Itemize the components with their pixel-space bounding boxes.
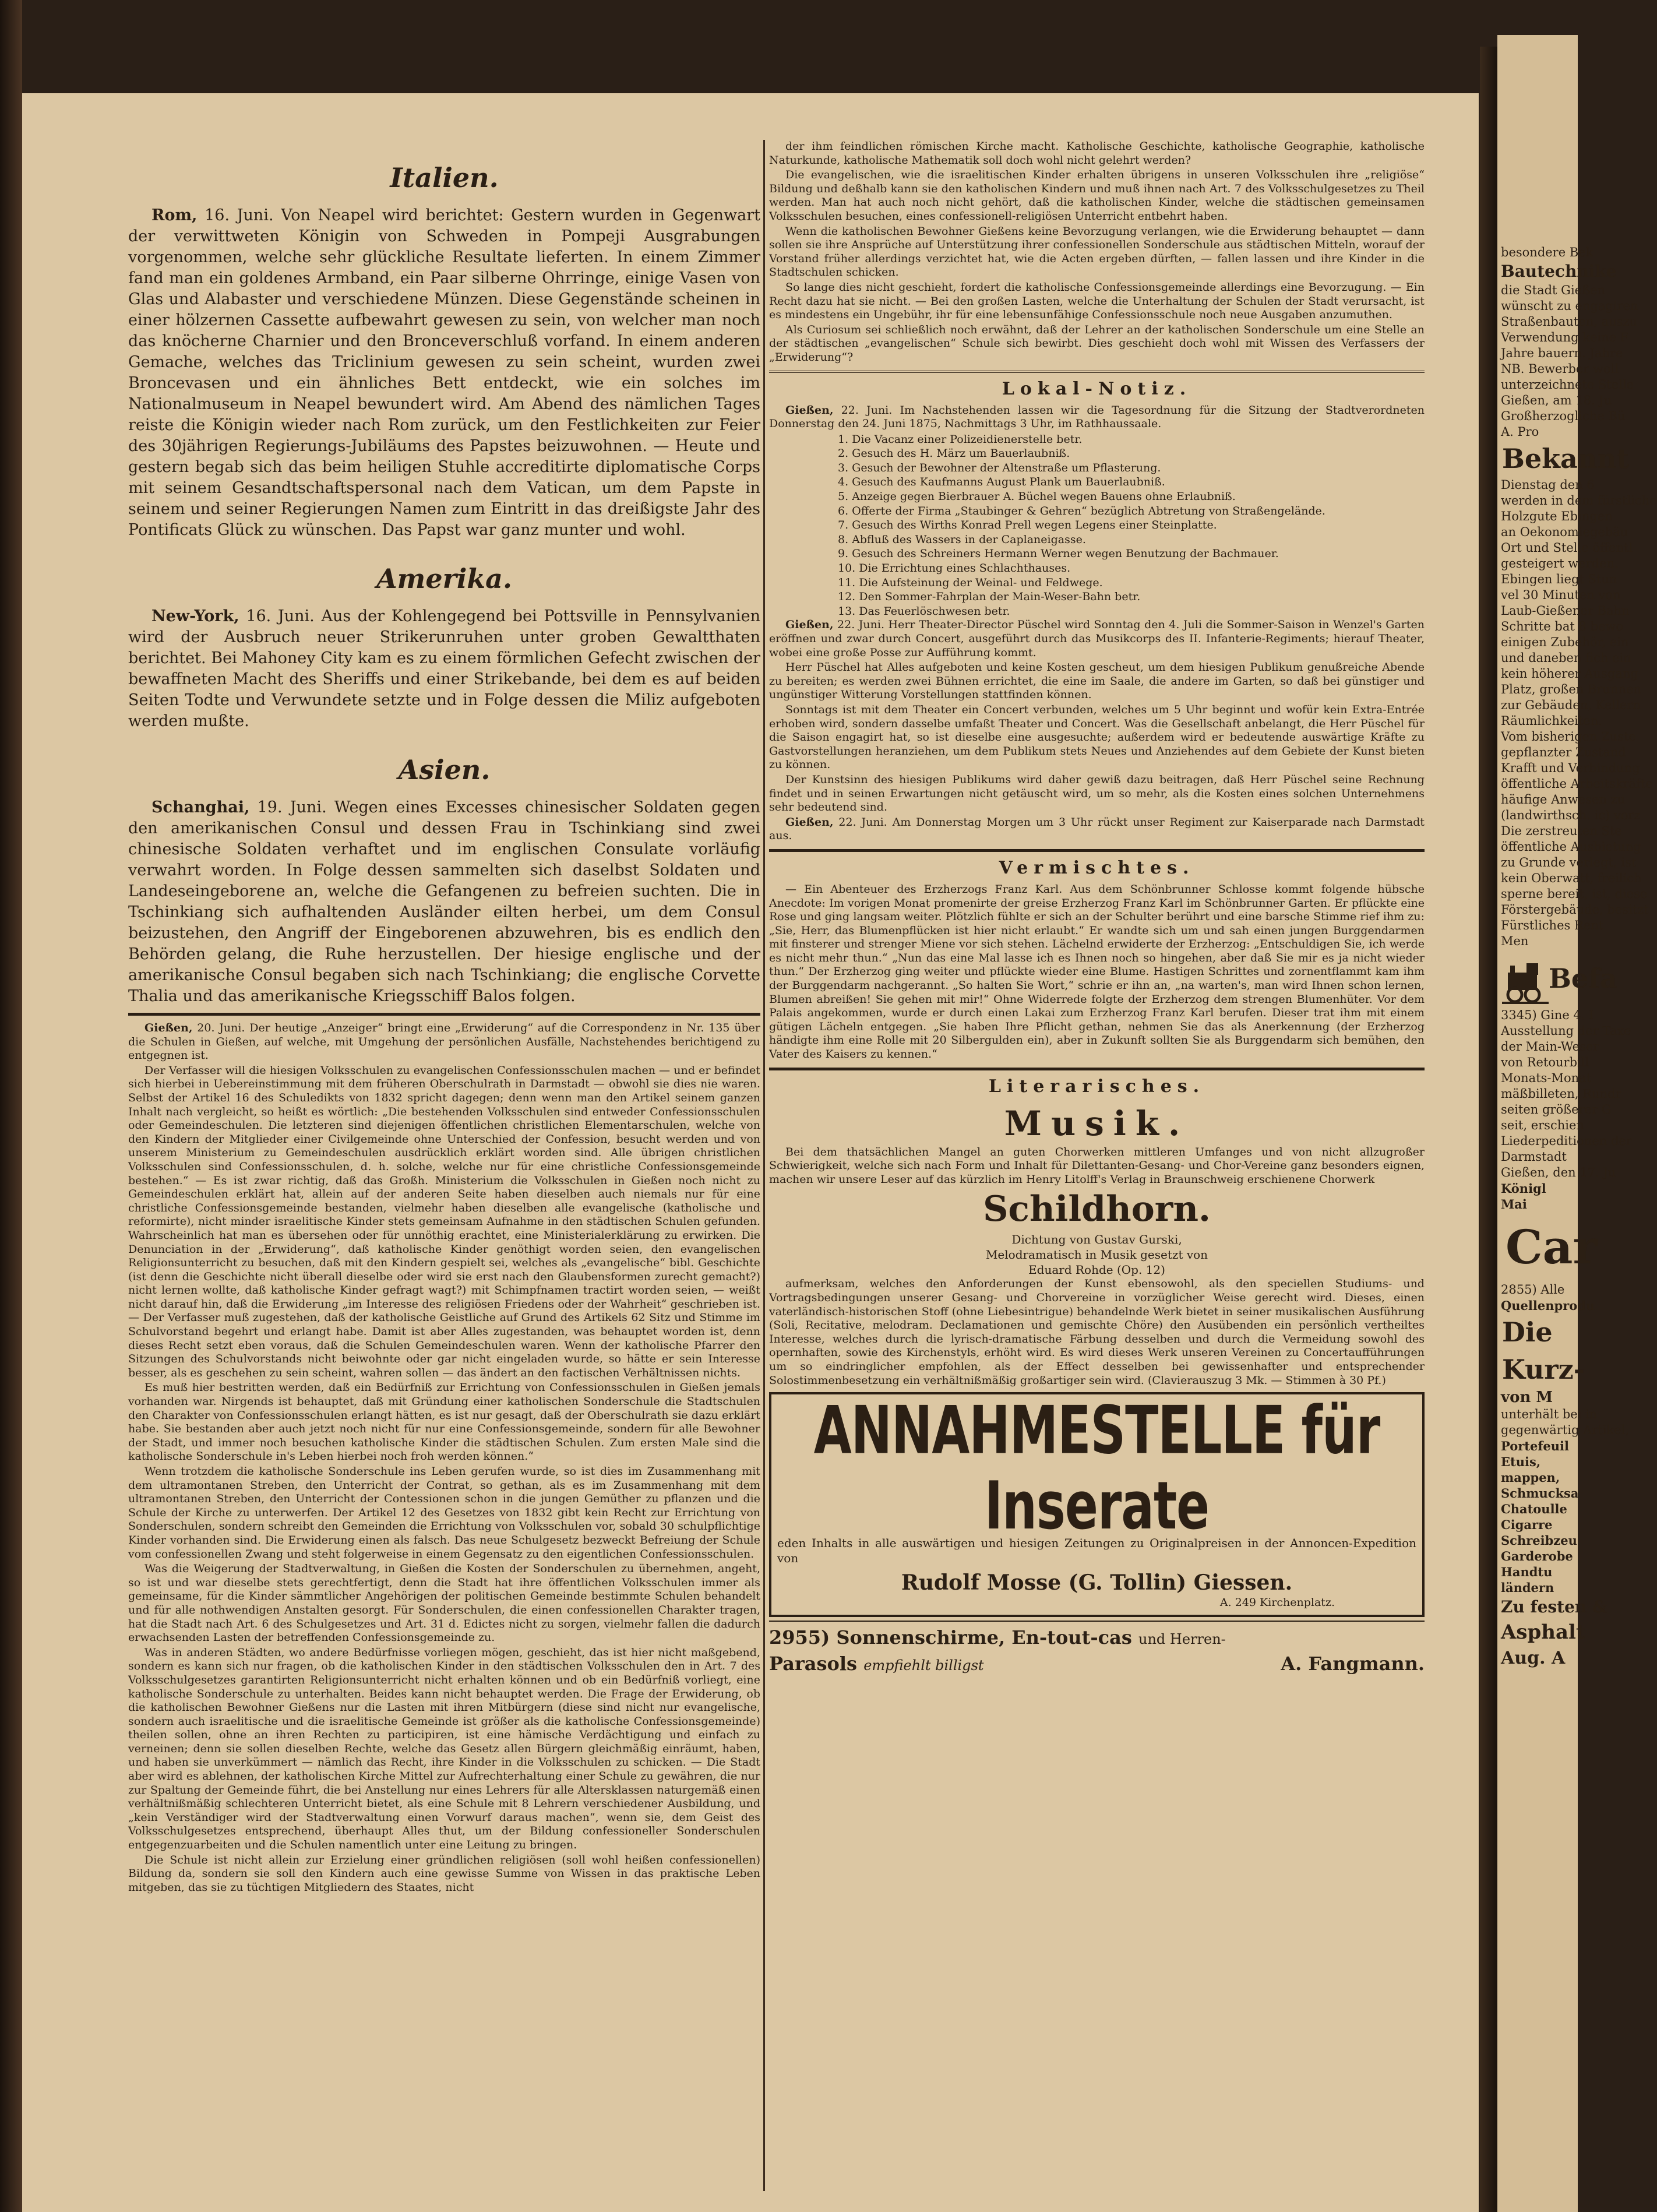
- rp-line: Bautechnike: [1501, 262, 1617, 281]
- rp-line: Krafft und Verbindung: [1501, 761, 1640, 775]
- rp-line: besondere Bek: [1501, 245, 1593, 259]
- section-heading-literarisches: Literarisches.: [988, 1076, 1205, 1097]
- rp-line: Portefeuil: [1501, 1439, 1569, 1453]
- rp-line: kein Oberwatt, freilich: [1501, 871, 1642, 885]
- rp-line: Mai: [1501, 1197, 1527, 1211]
- divider: [769, 1621, 1425, 1622]
- rp-line: unterhält bei in: [1501, 1407, 1598, 1421]
- rp-line: ländern: [1501, 1580, 1554, 1595]
- article-new-york: New-York, 16. Juni. Aus der Kohlengegend bei Pottsville in Pennsylvanien wird der Ausbruch neuer Strikerunruhen unter groben Gewaltthaten berichtet. Bei Mahoney City kam es zu einem förmlichen Gefecht zwischen der bewaffneten Macht des Sheriffs und einer Strikebande, bei dem es auf beiden Seiten Todte und Verwundete setzte und in Folge dessen die Miliz aufgeboten werden mußte.: [128, 607, 760, 730]
- rp-line: häufige Anwesen zu: [1501, 792, 1626, 806]
- article-paragraph: So lange dies nicht geschieht, fordert die katholische Confessionsgemeinde allerdings eine Bevorzugung. — Ein Recht dazu hat sie nicht. — Bei den großen Lasten, welche die Unterhaltung der Schulen der Stadt verursacht, ist es mindestens ein Ungebühr, ihr für eine lebensunfähige Confessionsschule noch neue Ausgaben anzumuthen.: [769, 280, 1425, 322]
- rp-line: werden in dem fürstliche: [1501, 494, 1657, 508]
- agenda-item: 11. Die Aufsteinung der Weinal- und Feldwege.: [838, 576, 1103, 589]
- rp-line: mäßbilleten, Rundr: [1501, 1087, 1621, 1101]
- dateline-schanghai: Schanghai,: [151, 798, 250, 816]
- rp-line: 3345) Gine 4. I: [1501, 1008, 1594, 1022]
- agenda-item: 13. Das Feuerlöschwesen betr.: [838, 604, 1010, 618]
- rp-line: Men: [1501, 934, 1529, 948]
- rp-line: Cigarre: [1501, 1517, 1553, 1532]
- article-paragraph: Die evangelischen, wie die israelitischen Kinder erhalten übrigens in unseren Volksschulen ihre „religiöse“ Bildung und deßhalb kann sie den katholischen Kindern und muß ihnen nach Art. 7 des Volksschulgesetzes zu Theil werden. Man hat auch noch nicht gehört, daß die katholischen Kinder, welche die städtischen gemeinsamen Volksschulen besuchen, eines confessionell-religiösen Unterricht entbehrt haben.: [769, 168, 1425, 223]
- agenda-item: 3. Gesuch der Bewohner der Altenstraße um Pflasterung.: [838, 461, 1161, 474]
- agenda-item: 5. Anzeige gegen Bierbrauer A. Büchel wegen Bauens ohne Erlaubniß.: [838, 490, 1236, 503]
- page-gutter-shadow: [1480, 47, 1497, 2212]
- rp-line: Jahre bauern. Jahre: [1501, 346, 1623, 360]
- article-rom: Rom, 16. Juni. Von Neapel wird berichtet: Gestern wurden in Gegenwart der verwittweten Königin von Schweden in Pompeji Ausgrabungen vorgenommen, welche sehr glückliche Resultate lieferten. In einem Zimmer fand man ein goldenes Armband, ein Paar silberne Ohrringe, einige Vasen von Glas und Alabaster und verschiedene Münzen. Diese Gegenstände scheinen in einer hölzernen Cassette aufbewahrt gewesen zu sein, von welcher man noch das knöcherne Charnier und den Bronceverschluß vorfand. In einem anderen Gemache, welches das Triclinium gewesen zu sein scheint, wurden zwei Broncevasen und ein ähnliches Bett entdeckt, wie ein solches im Nationalmuseum in Neapel bewundert wird. Am Abend des nämlichen Tages reiste die Königin wieder nach Rom zurück, um den Festlichkeiten zur Feier des 30jährigen Regierungs-Jubiläums des Papstes beizuwohnen. — Heute und gestern begab sich das beim heiligen Stuhle accreditirte diplomatische Corps mit seinem Gesandtschaftspersonal nach dem Vatican, um dem Papste in seinem und seiner Regierungen Namen zum Eintritt in das dreißigste Jahr des Pontificats Glück zu wünschen. Das Papst war ganz munter und wohl.: [128, 206, 760, 539]
- article-paragraph: Wenn trotzdem die katholische Sonderschule ins Leben gerufen wurde, so ist dies im Zusammenhang mit dem ultramontanen Streben, den Unterricht der Contrat, so gethan, als es im Zusammenhang mit dem ultramontanen Streben, den Unterricht der Contessionen schon in die jungen Gemüther zu pflanzen und die Schule der Kirche zu unterwerfen. Der Artikel 12 des Gesetzes von 1832 gibt kein Recht zur Errichtung von Sonderschulen, sondern schreibt den Gemeinden die Errichtung von Volksschulen vor, sobald 30 schulpflichtige Kinder vorhanden sind. Die Erwiderung einen als falsch. Das neue Schulgesetz bezweckt Befreiung der Schule vom confessionellen Zwang und steht folgerweise in einem Gegensatz zu den eigentlichen Confessionsschulen.: [128, 1465, 760, 1561]
- article-giessen-schulen-intro: Gießen, 20. Juni. Der heutige „Anzeiger“ bringt eine „Erwiderung“ auf die Correspondenz in Nr. 135 über die Schulen in Gießen, auf welche, mit Umgehung der persönlichen Ausfälle, Nachstehendes berichtigend zu entgegnen ist.: [128, 1022, 761, 1062]
- rp-line: der Main-Weser: [1501, 1040, 1599, 1054]
- literarisches-intro: Bei dem thatsächlichen Mangel an guten Chorwerken mittleren Umfanges und von nicht allzugroßer Schwierigkeit, welche sich nach Form und Inhalt für Dilettanten-Gesang- und Chor-Vereine ganz besonders eignen, machen wir unsere Leser auf das kürzlich im Henry Litolff's Verlag in Braunschweig erschienene Chorwerk: [769, 1145, 1425, 1186]
- rp-line: Gießen, am 18. Ju: [1501, 393, 1612, 407]
- work-credit: Melodramatisch in Musik gesetzt von: [985, 1248, 1208, 1262]
- agenda-item: 12. Den Sommer-Fahrplan der Main-Weser-Bahn betr.: [838, 590, 1141, 604]
- agenda-item: 8. Abfluß des Wassers in der Caplaneigasse.: [838, 533, 1086, 546]
- rp-line: gegenwärtig Artikel,: [1501, 1423, 1629, 1437]
- rp-line: Vom bisherigen Zuste: [1501, 730, 1636, 744]
- divider: [769, 1068, 1425, 1070]
- rp-line: Handtu: [1501, 1565, 1553, 1579]
- rp-line: Chatoulle: [1501, 1502, 1567, 1516]
- book-spine-edge: [0, 0, 22, 2212]
- rp-line: gesteigert werden.: [1501, 556, 1619, 570]
- divider: [769, 371, 1425, 373]
- rp-heading: Befa: [1549, 963, 1617, 994]
- rp-line: kein höherer Ausgang: [1501, 667, 1638, 681]
- work-credit: Eduard Rohde (Op. 12): [1028, 1263, 1165, 1277]
- rp-line: seit, erschien: [1501, 1118, 1584, 1132]
- section-heading-vermischtes: Vermischtes.: [999, 857, 1195, 878]
- rp-line: und daneben fich ein: [1501, 651, 1631, 665]
- rp-line: Ort und Stelle öffentl: [1501, 541, 1633, 555]
- agenda-item: 7. Gesuch des Wirths Konrad Prell wegen Legens einer Steinplatte.: [838, 519, 1217, 532]
- rp-line: wünscht zu engagiren: [1501, 299, 1638, 313]
- agenda-item: 2. Gesuch des H. März um Bauerlaubniß.: [838, 447, 1070, 460]
- article-paragraph: Herr Püschel hat Alles aufgeboten und keine Kosten gescheut, um dem hiesigen Publikum genußreiche Abende zu bereiten; es werden zwei Bühnen errichtet, die eine im Saale, die andere im Garten, so daß bei günstiger und ungünstiger Witterung Vorstellungen stattfinden können.: [769, 661, 1425, 702]
- agenda-item: 10. Die Errichtung eines Schlachthauses.: [838, 562, 1071, 575]
- article-vermischtes: — Ein Abenteuer des Erzherzogs Franz Karl. Aus dem Schönbrunner Schlosse kommt folgende hübsche Anecdote: Im vorigen Monat promenirte der greise Erzherzog Franz Karl im Schönbrunner Garten. Er pflückte eine Rose und ging langsam weiter. Plötzlich fühlte er sich an der Schulter berührt und eine barsche Stimme rief ihm zu: „Sie, Herr, das Blumenpflücken ist hier nicht erlaubt.“ Er wandte sich um und sah einen jungen Burggendarmen mit finsterer und strenger Miene vor sich stehen. Lächelnd erwiderte der Erzherzog: „Entschuldigen Sie, ich werde es nicht mehr thun.“ „Nun das eine Mal lasse ich es Ihnen noch so hingehen, aber daß Sie mir es ja nicht wieder thun.“ Der Erzherzog ging weiter und pflückte wieder eine Blume. Hastigen Schrittes und zornentflammt kam ihm der Burggendarm nachgerannt. „So halten Sie Wort,“ schrie er ihn an, „na warten's, man wird Ihnen schon lernen, Blumen abreißen! Sie gehen mit mir!“ Ohne Widerrede folgte der Erzherzog dem strengen Blumenhüter. Vor dem Palais angekommen, wurde er durch einen Lakai zum Erzherzog Franz Karl berufen. Dieser trat ihm mit einem gütigen Lächeln entgegen. „Sie haben Ihre Pflicht gethan, nehmen Sie das als Anerkennung (der Erzherzog händigte ihm eine Rolle mit 20 Silbergulden ein), aber in Zukunft sollten Sie als Burggendarm sich bemühen, den Vater des Kaisers zu kennen.“: [769, 882, 1425, 1061]
- column-rule: [763, 140, 765, 2191]
- rp-line: Förstergebäude, besitzt: [1501, 903, 1649, 917]
- article-paragraph: Sonntags ist mit dem Theater ein Concert verbunden, welches um 5 Uhr beginnt und wofür kein Extra-Entrée erhoben wird, sondern dasselbe umfaßt Theater und Concert. Was die Gesellschaft anbelangt, die Herr Püschel für die Saison engagirt hat, so ist dieselbe eine ausgesuchte; außerdem wird er bedeutende auswärtige Kräfte zu Gastvorstellungen heranziehen, um dem Publikum stets Neues und Anziehendes auf dem Gebiete der Kunst bieten zu können.: [769, 703, 1425, 772]
- rp-line: Garderobe: [1501, 1549, 1573, 1563]
- rp-line: Gießen, den 17. Ju: [1501, 1165, 1616, 1179]
- agenda-item: 9. Gesuch des Schreiners Hermann Werner wegen Benutzung der Bachmauer.: [838, 547, 1279, 561]
- article-paragraph: Als Curiosum sei schließlich noch erwähnt, daß der Lehrer an der katholischen Sonderschule um eine Stelle an der städtischen „evangelischen“ Schule sich bewirbt. Dies geschieht doch wohl mit Wissen des Verfassers der „Erwiderung“?: [769, 323, 1425, 364]
- work-title: Schildhorn.: [983, 1189, 1211, 1230]
- rp-line: mappen,: [1501, 1470, 1560, 1485]
- lokal-regiment: Gießen, 22. Juni. Am Donnerstag Morgen um 3 Uhr rückt unser Regiment zur Kaiserparade nach Darmstadt aus.: [769, 815, 1425, 843]
- rp-line: 2855) Alle: [1501, 1283, 1565, 1297]
- article-paragraph: Der Kunstsinn des hiesigen Publikums wird daher gewiß dazu beitragen, daß Herr Püschel seine Rechnung findet und in seinen Erwartungen nicht getäuscht wird, um so mehr, als die Kosten eines solchen Unternehmens sehr bedeutend sind.: [769, 773, 1425, 814]
- agenda-list: [769, 432, 1425, 619]
- rp-line: Dienstag den 6: [1501, 478, 1595, 492]
- rp-line: Ausstellung der Taxe: [1501, 1024, 1631, 1038]
- rp-line: Verwendung keine F: [1501, 330, 1629, 344]
- rp-line: Räumlichkeiten.: [1501, 714, 1602, 728]
- rp-line: an Oekonomiegebäu: [1501, 525, 1628, 539]
- section-heading-lokal-notiz: Lokal-Notiz.: [1002, 378, 1192, 399]
- lokal-theater: Gießen, 22. Juni. Herr Theater-Director Püschel wird Sonntag den 4. Juli die Sommer-Saison in Wenzel's Garten eröffnen und zwar durch Concert, ausgeführt durch das Musikcorps des II. Infanterie-Regiments; hierauf Theater, wobei eine große Posse zur Aufführung kommt.: [769, 618, 1425, 659]
- literarisches-text: aufmerksam, welches den Anforderungen der Kunst ebensowohl, als den speciellen Studiums- und Vortragsbedingungen unserer Gesang- und Chorvereine in vorzüglicher Weise gerecht wird. Dieses, einen vaterländisch-historischen Stoff (ohne Liebesintrigue) behandelnde Werk bietet in seiner musikalischen Ausführung (Soli, Recitative, melodram. Declamationen und gemischte Chöre) den Ausübenden ein persönlich vertheiltes Interesse, welches durch die lyrisch-dramatische Färbung desselben und durch die Vermeidung sowohl des opernhaften, sowie des Kirchenstyls, erhöht wird. Es wird dieses Werk unseren Vereinen zu Concertaufführungen um so eindringlicher empfohlen, als der Effect desselben bei gewissenhafter und entsprechender Solostimmenbesetzung ein verhältnißmäßig großartiger sein wird. (Clavierauszug 3 Mk. — Stimmen à 30 Pf.): [769, 1277, 1425, 1387]
- rp-line: Liederpeditionen der: [1501, 1134, 1632, 1148]
- article-paragraph: Die Schule ist nicht allein zur Erzielung einer gründlichen religiösen (soll wohl heißen confessionellen) Bildung da, sondern sie soll den Kindern auch eine gewisse Summe von Wissen in das praktische Leben mitgeben, das sie zu tüchtigen Mitgliedern des Staates, nicht: [128, 1853, 760, 1894]
- rp-line: Zu festen &: [1501, 1597, 1607, 1616]
- rp-line: Schreibzeu: [1501, 1533, 1577, 1548]
- article-paragraph: Der Verfasser will die hiesigen Volksschulen zu evangelischen Confessionsschulen machen — und er befindet sich hierbei in Uebereinstimmung mit dem früheren Oberschulrath in Darmstadt — obwohl sie dies nie waren. Selbst der Artikel 16 des Schuledikts von 1832 spricht dagegen; denn wenn man den Artikel seinem ganzen Inhalt nach vergleicht, so heißt es wörtlich: „Die bestehenden Volksschulen sind entweder Confessionsschulen oder Gemeindeschulen. Die letzteren sind diejenigen öffentlichen christlichen Elementarschulen, welche von den Kindern der Mitglieder einer Civilgemeinde ohne Unterschied der Confession, besucht werden und von unserem Ministerium zu Gemeindeschulen ausdrücklich erklärt worden sind. Alle übrigen christlichen Volksschulen sind Confessionsschulen, d. h. solche, welche nur für eine christliche Confessionsgemeinde bestehen.“ — Es ist zwar richtig, daß das Großh. Ministerium die Volksschulen in Gießen noch nicht zu Gemeindeschulen erklärt hat, allein auf der anderen Seite haben dieselben auch niemals nur für eine christliche Confessionsgemeinde bestanden, vielmehr haben dieselben alle evangelische (katholische und reformirte), nicht minder israelitische Kinder stets gemeinsam Aufnahme in den städtischen Schulen gefunden. Wahrscheinlich hat man es übersehen oder für unnöthig erachtet, eine Ministerialerklärung zu erwirken. Die Denunciation in der „Erwiderung“, daß katholische Kinder genöthigt worden seien, den evangelischen Religionsunterricht zu besuchen, daß mit den Kindern gespielt sei, welches als „evangelische“ bibl. Geschichte (ist denn die Geschichte nicht überall dieselbe oder wird sie erst nach den Glaubensformen zurecht gemacht?) nicht lernen wollte, daß katholische Kinder gefragt wagt?) mit Schimpfnamen tractirt worden seien, — weißt nicht darauf hin, daß die Erwiderung „im Interesse des religiösen Friedens oder der Wahrheit“ geschrieben ist. — Der Verfasser muß zugestehen, daß der katholische Geistliche auf Grund des Artikels 62 Sitz und Stimme im Schulvorstand begehrt und erlangt habe. Damit ist aber Alles zugestanden, was behauptet worden ist, denn dieses Recht setzt eben voraus, daß die Schulen Gemeindeschulen waren. Wenn der katholische Pfarrer den Sitzungen des Schulvorstands nicht beiwohnte oder gar nicht eingeladen wurde, so hätte er sein Interesse besser, als es geschehen zu sein scheint, wahren sollen — das ändert an den factischen Verhältnissen nichts.: [128, 1063, 760, 1379]
- rp-line: Darmstadt: [1501, 1150, 1567, 1164]
- left-column: [128, 140, 760, 2191]
- ad-address: A. 249 Kirchenplatz.: [1219, 1596, 1335, 1609]
- rp-line: Monats-Monat: [1501, 1071, 1592, 1085]
- rp-line: Quellenprodu: [1501, 1298, 1595, 1313]
- article-schanghai: Schanghai, 19. Juni. Wegen eines Excesses chinesischer Soldaten gegen den amerikanischen Consul und dessen Frau in Tschinkiang sind zwei chinesische Soldaten verhaftet und im englischen Consulate vorläufig verwahrt worden. In Folge dessen sammelten sich daselbst Soldaten und Landeseingeborene an, welche die Gefangenen zu befreien suchten. Die in Tschinkiang sich aufhaltenden Ausländer eilten herbei, um dem Consul beizustehen, den Angriff der Eingeborenen abzuwehren, bis es endlich den Behörden gelang, die Ruhe herzustellen. Der hiesige englische und der amerikanische Consul begaben sich nach Tschinkiang; die englische Corvette Thalia und das amerikanische Kriegsschiff Balos folgen.: [128, 798, 760, 1005]
- rp-line: einigen Zubehör, ein: [1501, 635, 1629, 649]
- agenda-item: 4. Gesuch des Kaufmanns August Plank um Bauerlaubniß.: [838, 475, 1165, 489]
- divider: [128, 1013, 760, 1016]
- rp-line: Straßenbauten, auszu: [1501, 315, 1638, 329]
- section-heading-italien: Italien.: [390, 162, 499, 193]
- rp-line: Holzgute Ebingen: [1501, 509, 1613, 523]
- rp-line: (landwirthsch. ic) vorz: [1501, 808, 1641, 822]
- ad-subtitle: eden Inhalts in alle auswärtigen und hiesigen Zeitungen zu Originalpreisen in der Annoncen-Expedition von: [777, 1536, 1416, 1566]
- divider: [769, 849, 1425, 852]
- article-paragraph: Wenn die katholischen Bewohner Gießens keine Bevorzugung verlangen, wie die Erwiderung behauptet — dann sollen sie ihre Ansprüche auf Unterstützung ihrer confessionellen Sonderschule aus städtischen Mitteln, worauf der Vorstand früher allerdings verzichtet hat, wie die Acten ergeben dürften, — fallen lassen und ihre Kinder in die Stadtschulen schicken.: [769, 224, 1425, 279]
- rp-line: zu Grunde verlegt, ist: [1501, 855, 1637, 869]
- rp-line: öffentliche Arbeitskräfte: [1501, 777, 1653, 791]
- rp-line: Die zerstreuten Ste: [1501, 824, 1622, 838]
- section-heading-amerika: Amerika.: [376, 563, 513, 594]
- article-paragraph: der ihm feindlichen römischen Kirche macht. Katholische Geschichte, katholische Geographie, katholische Naturkunde, katholische Mathematik soll doch wohl nicht gelehrt werden?: [769, 140, 1425, 167]
- rp-line: Etuis,: [1501, 1454, 1541, 1469]
- rp-heading: Car: [1506, 1220, 1598, 1274]
- rp-line: von Retourbill: [1501, 1055, 1589, 1069]
- ad-firm: Rudolf Mosse (G. Tollin) Giessen.: [901, 1570, 1293, 1595]
- rp-line: NB. Bewerber woll: [1501, 362, 1619, 376]
- rp-line: zur Gebäuden, Kellern: [1501, 698, 1641, 712]
- rp-line: Fürstliches Rent: [1501, 918, 1604, 932]
- right-column: [769, 140, 1425, 2191]
- heading-musik: Musik.: [1004, 1103, 1190, 1143]
- dateline-rom: Rom,: [151, 206, 198, 224]
- rp-heading: Bekannt: [1502, 443, 1629, 474]
- agenda-item: 6. Offerte der Firma „Staubinger & Gehren“ bezüglich Abtretung von Straßengelände.: [838, 504, 1325, 517]
- rp-line: Laub-Gießener Bahn: [1501, 604, 1630, 618]
- dateline-new-york: New-York,: [151, 607, 239, 625]
- locomotive-icon: [1502, 955, 1549, 1008]
- article-paragraph: Es muß hier bestritten werden, daß ein Bedürfniß zur Errichtung von Confessionsschulen in Gießen jemals vorhanden war. Nirgends ist behauptet, daß mit Gründung einer katholischen Sonderschule die Stadtschulen den Charakter von Confessionsschulen erlangt hätten, es ist nur gesagt, daß der Oberschulrath sie dazu erklärt habe. Sie bestanden aber auch jetzt noch nicht für nur eine Confessionsgemeinde, sondern für alle Bewohner der Stadt, und immer noch besuchen katholische Kinder die städtischen Schulen. Zum ersten Male sind die katholische Sonderschule in's Leben hierbei noch froh werden können.“: [128, 1381, 760, 1463]
- rp-heading: Die Kurz-: [1502, 1316, 1585, 1385]
- rp-line: die Stadt Gießen: [1501, 283, 1606, 297]
- lokal-intro: Gießen, 22. Juni. Im Nachstehenden lassen wir die Tagesordnung für die Sitzung der Stadtverordneten Donnerstag den 24. Juni 1875, Nachmittags 3 Uhr, im Rathhaussaale.: [769, 403, 1425, 431]
- rp-line: sperne bereit, ist, diese: [1501, 887, 1648, 901]
- rp-line: Aug. A: [1501, 1648, 1566, 1668]
- rp-line: Königl: [1501, 1181, 1546, 1196]
- rp-line: Schmucksa: [1501, 1486, 1579, 1501]
- rp-line: Schritte bat 8 bewo: [1501, 619, 1624, 633]
- article-paragraph: Was in anderen Städten, wo andere Bedürfnisse vorliegen mögen, geschieht, das ist hier nicht maßgebend, sondern es kann sich nur fragen, ob die katholischen Kinder in den städtischen Volksschulen den in Art. 7 des Volksschulgesetzes garantirten Religionsunterricht nicht erhalten können und ob ein Bedürfniß vorliegt, eine katholische Sonderschule zu unterhalten. Beides kann nicht behauptet werden. Die Frage der Erwiderung, ob die katholischen Bewohner Gießens nur die Lasten mit ihren Mitbürgern (diese sind nicht nur evangelische, sondern auch israelitische und die israelitische Gemeinde ist größer als die katholische Confessionsgemeinde) theilen sollen, ohne an ihren Rechten zu participiren, ist eine hämische Verdächtigung und einfach zu verneinen; denn sie sollen dieselben Rechte, welche das Gesetz allen Bürgern gleichmäßig einräumt, haben, und haben sie unverkümmert — nämlich das Recht, ihre Kinder in die Volksschulen zu schicken. — Die Stadt aber wird es ablehnen, der katholischen Kirche Mittel zur Aufrechterhaltung einer Schule zu gewähren, die nur zur Spaltung der Gemeinde führt, die bei Anstellung nur eines Lehrers für alle Altersklassen naturgemäß einen verhältnißmäßig schlechteren Unterricht bietet, als eine Schule mit 8 Lehrern verschiedener Ausbildung, und „kein Verständiger wird der Stadtverwaltung einen Vorwurf daraus machen“, wenn sie, dem Geist des Volksschulgesetzes entsprechend, überhaupt Alles thut, um der Bildung confessioneller Sonderschulen entgegenzuarbeiten und die Schulen namentlich unter eine Leitung zu bringen.: [128, 1646, 760, 1852]
- rp-line: gepflanzter Zustand: [1501, 745, 1626, 759]
- rp-line: unterzeichnete Stelle: [1501, 378, 1634, 392]
- rp-line: öffentliche Ausbietung: [1501, 840, 1641, 854]
- rp-line: Platz, großen Brunnen: [1501, 682, 1641, 696]
- rp-line: von M: [1501, 1389, 1553, 1406]
- rp-line: Asphalt: [1501, 1621, 1585, 1644]
- advertisement-annahmestelle: [769, 1392, 1425, 1617]
- adjacent-page-fragment: [1497, 35, 1657, 2212]
- work-credit: Dichtung von Gustav Gurski,: [1011, 1232, 1182, 1247]
- article-paragraph: Was die Weigerung der Stadtverwaltung, in Gießen die Kosten der Sonderschulen zu übernehmen, angeht, so ist und war dieselbe stets gerechtfertigt, denn die Stadt hat ihre öffentlichen Volksschulen immer als gemeinsame, für die Kinder sämmtlicher Angehörigen der politischen Gemeinde bestimmte Schulen behandelt und für alle nothwendigen Anstalten gesorgt. Für Sonderschulen, die einen confessionellen Charakter tragen, hat die Stadt nach Art. 6 des Schulgesetzes und Art. 31 d. Edictes nicht zu sorgen, vielmehr fallen die dadurch erwachsenden Lasten der betreffenden Confessionsgemeinde zu.: [128, 1562, 760, 1644]
- rp-line: vel 30 Minuten von: [1501, 588, 1621, 602]
- ad-title: ANNAHMESTELLE für Inserate: [813, 1392, 1380, 1545]
- rp-line: A. Pro: [1501, 425, 1539, 439]
- rp-line: Ebingen liegt Stun: [1501, 572, 1617, 586]
- rp-line: Großherzogliche Bü: [1501, 409, 1626, 423]
- advertisement-parasols: 2955) Sonnenschirme, En-tout-cas und Herren- Parasols empfiehlt billigst A. Fangmann.: [769, 1626, 1425, 1675]
- rp-line: seiten größerer G: [1501, 1103, 1612, 1116]
- agenda-item: 1. Die Vacanz einer Polizeidienerstelle betr.: [838, 432, 1083, 446]
- section-heading-asien: Asien.: [398, 754, 491, 786]
- dateline-giessen: Gießen,: [144, 1022, 193, 1034]
